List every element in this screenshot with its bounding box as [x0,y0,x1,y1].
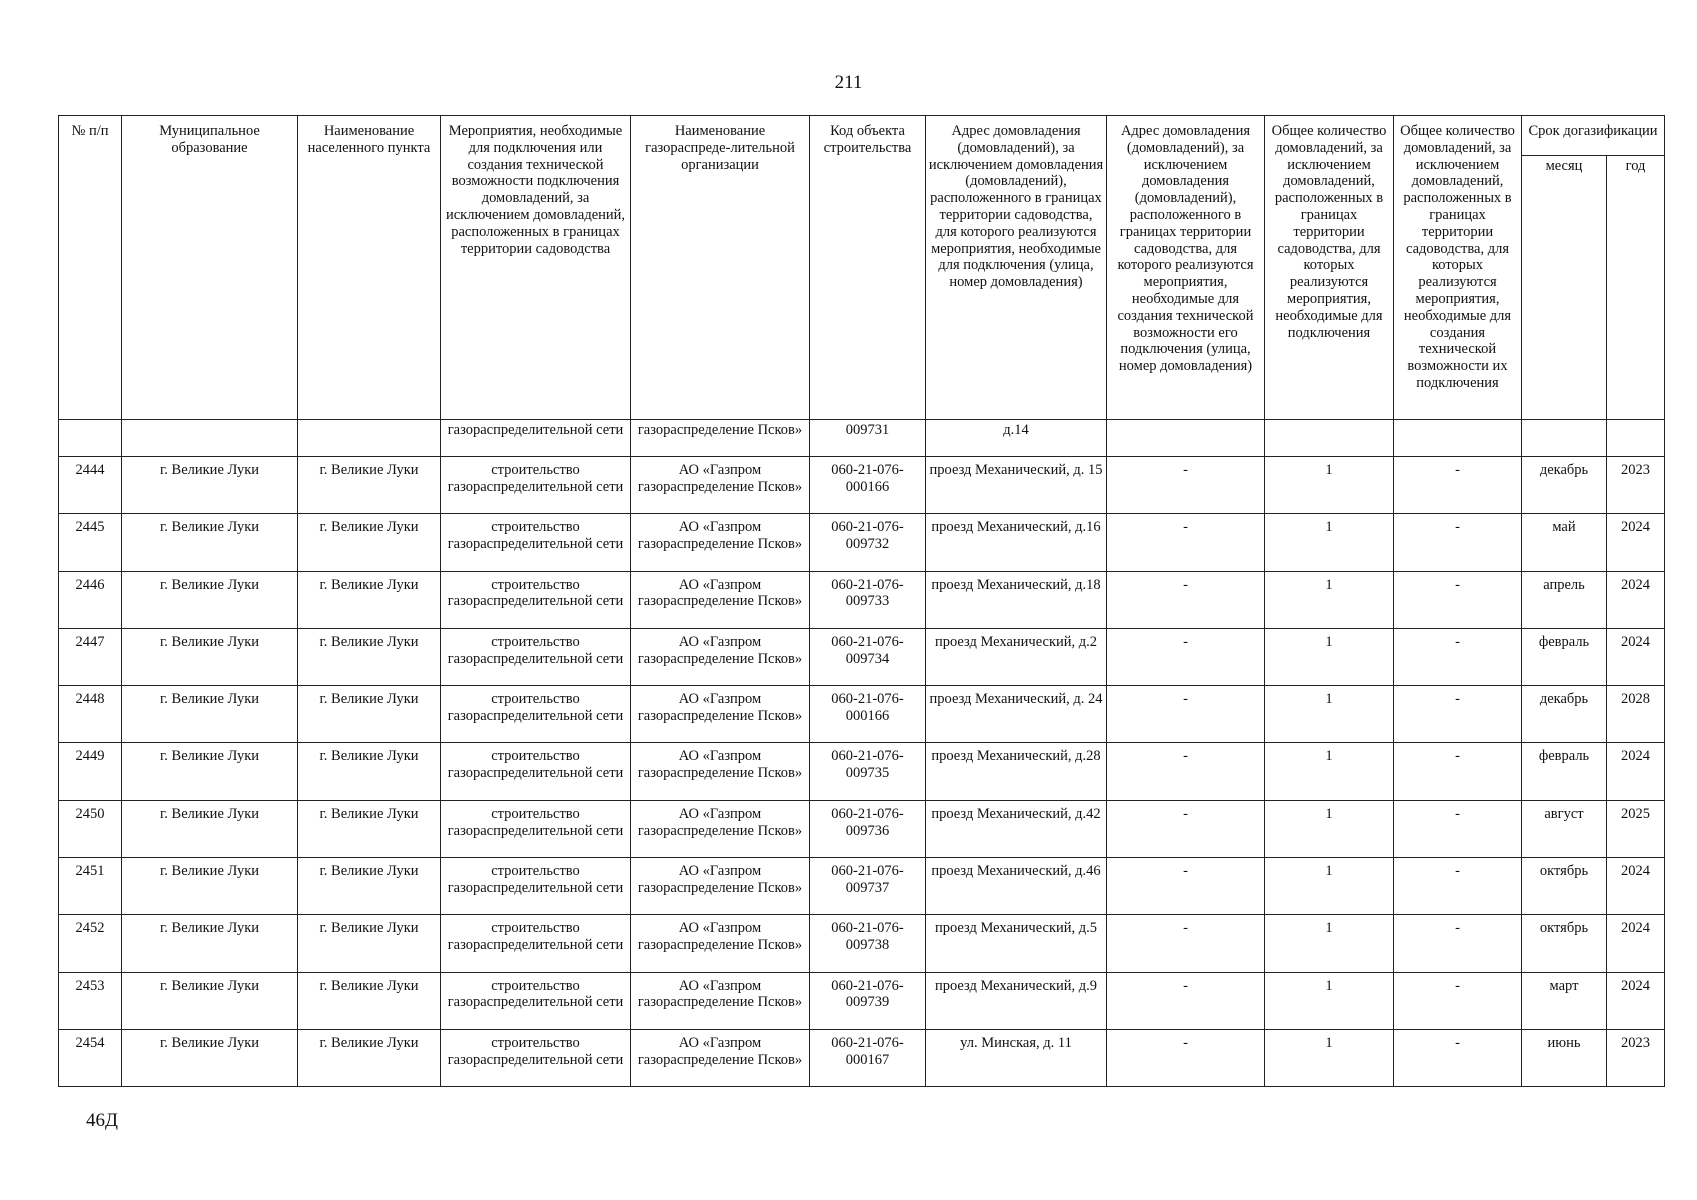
cell-gas-org: АО «Газпром газораспределение Псков» [631,858,810,915]
cell-month: март [1522,972,1607,1029]
cell-num: 2450 [59,800,122,857]
cell-month: февраль [1522,743,1607,800]
cell-year: 2023 [1607,457,1665,514]
cell-month: декабрь [1522,686,1607,743]
cell-gas-org: АО «Газпром газораспределение Псков» [631,800,810,857]
cell-address: проезд Механический, д.2 [926,628,1107,685]
cell-count-connect [1265,420,1394,457]
cell-address-garden: - [1107,915,1265,972]
cell-address-garden: - [1107,1029,1265,1086]
cell-municipality: г. Великие Луки [122,858,298,915]
cell-code: 060-21-076-000167 [810,1029,926,1086]
cell-measures: строительство газораспределительной сети [441,628,631,685]
cell-year: 2024 [1607,858,1665,915]
cell-code: 060-21-076-009738 [810,915,926,972]
cell-count-connect: 1 [1265,915,1394,972]
cell-month: октябрь [1522,915,1607,972]
cell-year: 2025 [1607,800,1665,857]
header-address-main: Адрес домовладения (домовладений), за исключением домовладения (домовладений), расположенного в границах территории садоводства, для которого реализуются мероприятия, необходимые для подключения (улица, номер домовладения) [926,116,1107,420]
cell-address-garden [1107,420,1265,457]
cell-month: июнь [1522,1029,1607,1086]
cell-month: октябрь [1522,858,1607,915]
cell-gas-org: АО «Газпром газораспределение Псков» [631,514,810,571]
cell-measures: строительство газораспределительной сети [441,972,631,1029]
cell-code: 060-21-076-009735 [810,743,926,800]
cell-count-connect: 1 [1265,514,1394,571]
cell-measures: строительство газораспределительной сети [441,743,631,800]
cell-measures: строительство газораспределительной сети [441,514,631,571]
cell-code: 060-21-076-000166 [810,457,926,514]
cell-gas-org: АО «Газпром газораспределение Псков» [631,743,810,800]
cell-address-garden: - [1107,972,1265,1029]
header-gas-org: Наименование газораспреде-лительной организации [631,116,810,420]
cell-gas-org: АО «Газпром газораспределение Псков» [631,972,810,1029]
cell-count-connect: 1 [1265,800,1394,857]
footer-code: 46Д [86,1110,118,1131]
cell-address-garden: - [1107,514,1265,571]
header-object-code: Код объекта строительства [810,116,926,420]
cell-count-capacity: - [1394,800,1522,857]
cell-settlement: г. Великие Луки [298,858,441,915]
cell-month [1522,420,1607,457]
cell-year: 2024 [1607,915,1665,972]
page-number: 211 [834,72,863,93]
cell-gas-org: газораспределение Псков» [631,420,810,457]
cell-year: 2024 [1607,972,1665,1029]
cell-measures: строительство газораспределительной сети [441,571,631,628]
cell-count-connect: 1 [1265,858,1394,915]
cell-municipality: г. Великие Луки [122,514,298,571]
table-row [59,457,1665,514]
cell-gas-org: АО «Газпром газораспределение Псков» [631,915,810,972]
cell-num: 2454 [59,1029,122,1086]
cell-measures: строительство газораспределительной сети [441,1029,631,1086]
cell-year: 2023 [1607,1029,1665,1086]
table-row [59,915,1665,972]
cell-month: февраль [1522,628,1607,685]
cell-count-capacity: - [1394,571,1522,628]
cell-count-capacity: - [1394,1029,1522,1086]
cell-settlement: г. Великие Луки [298,571,441,628]
cell-num: 2445 [59,514,122,571]
cell-municipality: г. Великие Луки [122,800,298,857]
cell-settlement: г. Великие Луки [298,800,441,857]
cell-address: ул. Минская, д. 11 [926,1029,1107,1086]
cell-month: август [1522,800,1607,857]
header-address-garden: Адрес домовладения (домовладений), за исключением домовладения (домовладений), расположенного в границах территории садоводства, для которого реализуются мероприятия, необходимые для создания технической возможности его подключения (улица, номер домовладения) [1107,116,1265,420]
table-row [59,858,1665,915]
cell-measures: строительство газораспределительной сети [441,800,631,857]
cell-month: декабрь [1522,457,1607,514]
header-municipality: Муниципальное образование [122,116,298,420]
cell-code: 009731 [810,420,926,457]
cell-count-connect: 1 [1265,457,1394,514]
header-month: месяц [1522,156,1607,420]
cell-address: д.14 [926,420,1107,457]
table-row [59,686,1665,743]
header-deadline: Срок догазификации [1522,116,1665,156]
cell-num: 2449 [59,743,122,800]
cell-num: 2453 [59,972,122,1029]
cell-municipality: г. Великие Луки [122,743,298,800]
cell-count-connect: 1 [1265,972,1394,1029]
table-row [59,571,1665,628]
cell-address: проезд Механический, д.9 [926,972,1107,1029]
cell-code: 060-21-076-009736 [810,800,926,857]
header-year: год [1607,156,1665,420]
cell-count-capacity: - [1394,858,1522,915]
table-body [59,420,1665,1087]
header-measures: Мероприятия, необходимые для подключения или создания технической возможности подключения домовладений, за исключением домовладений, расположенных в границах территории садоводства [441,116,631,420]
cell-municipality: г. Великие Луки [122,1029,298,1086]
cell-address: проезд Механический, д.5 [926,915,1107,972]
cell-address-garden: - [1107,858,1265,915]
cell-address-garden: - [1107,800,1265,857]
cell-count-connect: 1 [1265,571,1394,628]
cell-settlement: г. Великие Луки [298,972,441,1029]
cell-num: 2448 [59,686,122,743]
header-settlement: Наименование населенного пункта [298,116,441,420]
cell-month: апрель [1522,571,1607,628]
cell-settlement: г. Великие Луки [298,686,441,743]
cell-code: 060-21-076-000166 [810,686,926,743]
continuation-row [59,420,1665,457]
cell-code: 060-21-076-009737 [810,858,926,915]
cell-measures: строительство газораспределительной сети [441,915,631,972]
cell-address: проезд Механический, д.18 [926,571,1107,628]
cell-measures: строительство газораспределительной сети [441,457,631,514]
cell-code: 060-21-076-009732 [810,514,926,571]
cell-count-connect: 1 [1265,628,1394,685]
cell-gas-org: АО «Газпром газораспределение Псков» [631,571,810,628]
cell-settlement: г. Великие Луки [298,628,441,685]
cell-count-capacity [1394,420,1522,457]
cell-count-connect: 1 [1265,1029,1394,1086]
cell-address: проезд Механический, д. 24 [926,686,1107,743]
cell-settlement: г. Великие Луки [298,743,441,800]
cell-count-capacity: - [1394,972,1522,1029]
cell-num: 2451 [59,858,122,915]
cell-gas-org: АО «Газпром газораспределение Псков» [631,1029,810,1086]
cell-municipality: г. Великие Луки [122,686,298,743]
cell-month: май [1522,514,1607,571]
cell-count-capacity: - [1394,514,1522,571]
cell-count-capacity: - [1394,743,1522,800]
cell-measures: строительство газораспределительной сети [441,858,631,915]
cell-num: 2447 [59,628,122,685]
header-num: № п/п [59,116,122,420]
cell-municipality: г. Великие Луки [122,571,298,628]
cell-municipality: г. Великие Луки [122,972,298,1029]
cell-count-connect: 1 [1265,743,1394,800]
cell-settlement: г. Великие Луки [298,457,441,514]
cell-code: 060-21-076-009739 [810,972,926,1029]
cell-address: проезд Механический, д.46 [926,858,1107,915]
table-row [59,743,1665,800]
cell-num: 2444 [59,457,122,514]
cell-count-capacity: - [1394,686,1522,743]
cell-settlement: г. Великие Луки [298,514,441,571]
cell-settlement: г. Великие Луки [298,1029,441,1086]
cell-address: проезд Механический, д.16 [926,514,1107,571]
table-row [59,800,1665,857]
cell-year: 2024 [1607,628,1665,685]
cell-code: 060-21-076-009733 [810,571,926,628]
cell-address-garden: - [1107,686,1265,743]
cell-municipality [122,420,298,457]
cell-count-connect: 1 [1265,686,1394,743]
cell-count-capacity: - [1394,915,1522,972]
cell-num: 2452 [59,915,122,972]
table-row [59,1029,1665,1086]
cell-settlement [298,420,441,457]
cell-year: 2024 [1607,743,1665,800]
cell-address: проезд Механический, д. 15 [926,457,1107,514]
gasification-table [58,115,1665,1087]
cell-gas-org: АО «Газпром газораспределение Псков» [631,457,810,514]
cell-address: проезд Механический, д.42 [926,800,1107,857]
cell-year: 2024 [1607,514,1665,571]
cell-address-garden: - [1107,457,1265,514]
table-row [59,972,1665,1029]
cell-num: 2446 [59,571,122,628]
header-count-connect: Общее количество домовладений, за исключением домовладений, расположенных в границах территории садоводства, для которых реализуются мероприятия, необходимые для подключения [1265,116,1394,420]
cell-gas-org: АО «Газпром газораспределение Псков» [631,686,810,743]
cell-gas-org: АО «Газпром газораспределение Псков» [631,628,810,685]
cell-address-garden: - [1107,571,1265,628]
cell-count-capacity: - [1394,457,1522,514]
cell-measures: строительство газораспределительной сети [441,686,631,743]
cell-address: проезд Механический, д.28 [926,743,1107,800]
cell-municipality: г. Великие Луки [122,457,298,514]
cell-settlement: г. Великие Луки [298,915,441,972]
cell-year: 2024 [1607,571,1665,628]
header-count-capacity: Общее количество домовладений, за исключением домовладений, расположенных в границах территории садоводства, для которых реализуются мероприятия, необходимые для создания технической возможности их подключения [1394,116,1522,420]
cell-municipality: г. Великие Луки [122,915,298,972]
cell-address-garden: - [1107,743,1265,800]
table-row [59,514,1665,571]
cell-code: 060-21-076-009734 [810,628,926,685]
cell-municipality: г. Великие Луки [122,628,298,685]
cell-count-capacity: - [1394,628,1522,685]
table-header [59,116,1665,420]
cell-year [1607,420,1665,457]
cell-num [59,420,122,457]
cell-year: 2028 [1607,686,1665,743]
cell-measures: газораспределительной сети [441,420,631,457]
cell-address-garden: - [1107,628,1265,685]
table-row [59,628,1665,685]
